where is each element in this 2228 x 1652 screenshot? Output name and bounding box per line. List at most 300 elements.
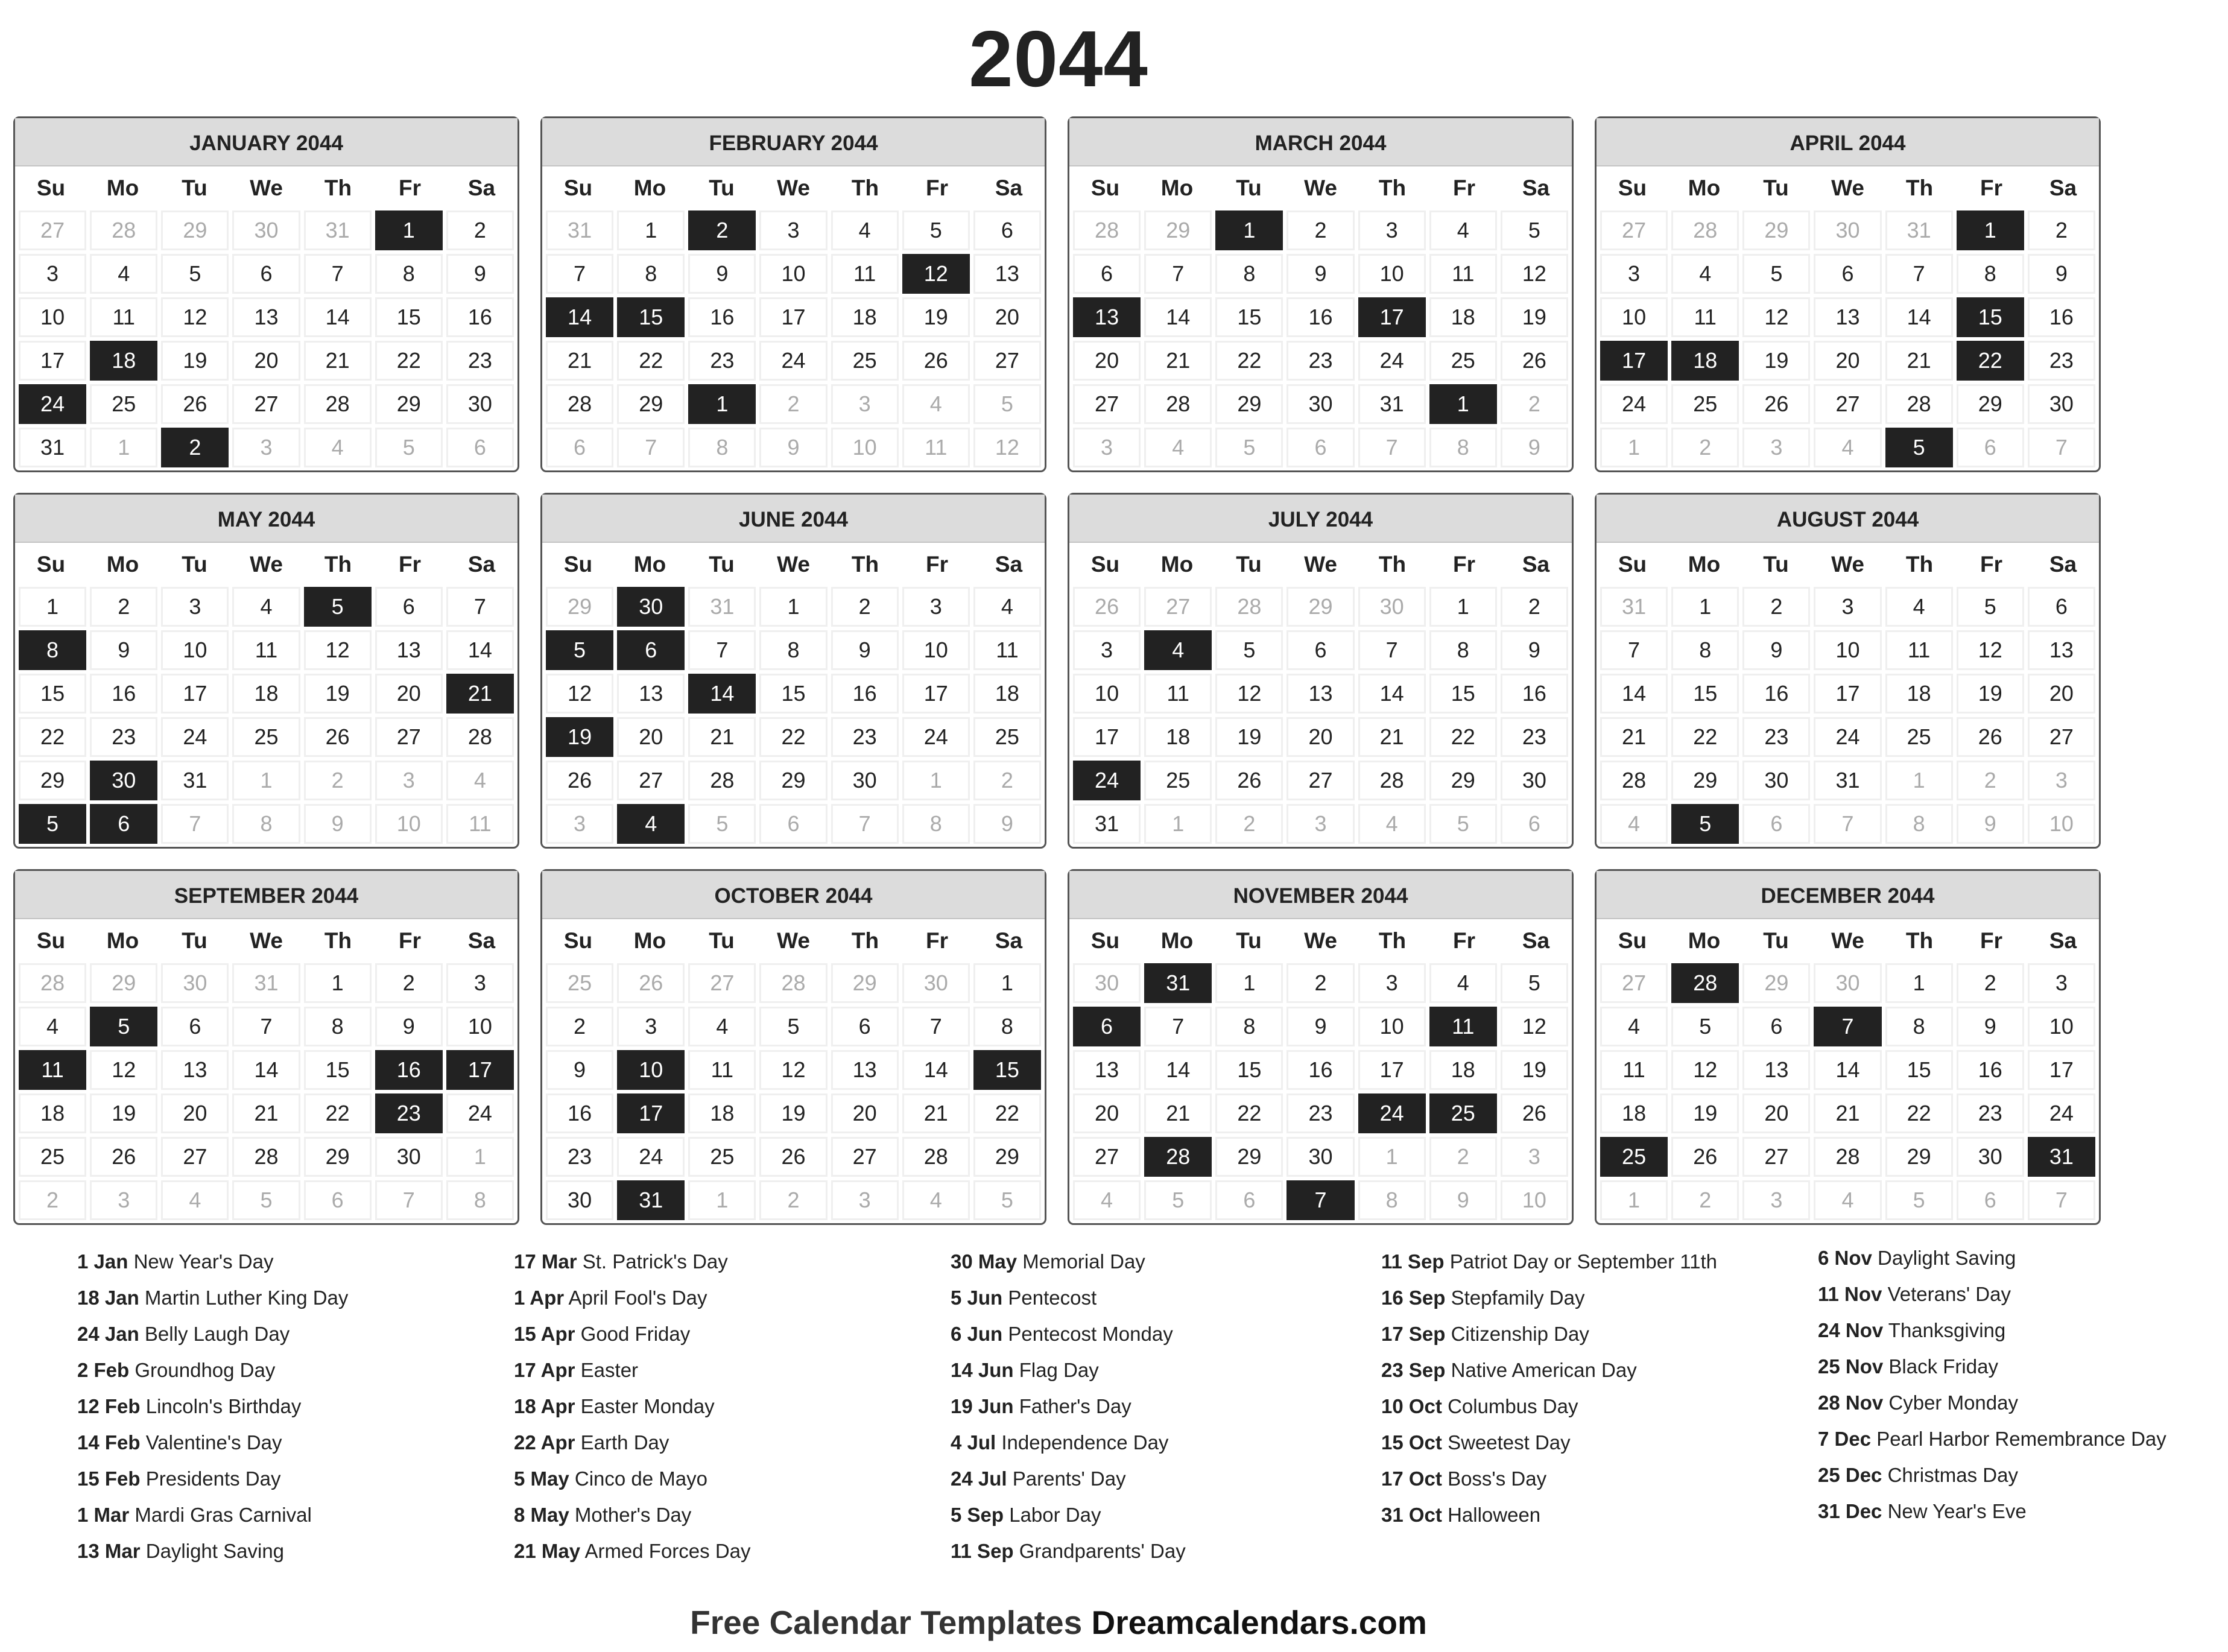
day-cell: 7	[445, 585, 516, 628]
day-cell: 11	[829, 252, 900, 296]
day-cell: 2	[1499, 382, 1570, 426]
day-grid	[1069, 585, 1572, 846]
day-cell-holiday: 30	[615, 585, 686, 628]
holiday-item	[1818, 1245, 2228, 1271]
day-cell: 24	[2026, 1092, 2097, 1135]
day-cell: 25	[544, 961, 615, 1005]
holiday-name: Flag Day	[1019, 1359, 1099, 1381]
holiday-date: 4 Jul	[951, 1431, 996, 1454]
weekday-label: Su	[36, 176, 66, 200]
weekday-label: Su	[563, 552, 593, 577]
day-cell: 24	[1812, 715, 1883, 759]
day-cell: 11	[972, 628, 1043, 672]
month-title: JANUARY 2044	[15, 118, 517, 166]
day-cell: 22	[1428, 715, 1499, 759]
day-cell: 18	[1428, 1048, 1499, 1092]
day-cell: 24	[1356, 339, 1428, 382]
day-cell: 29	[1884, 1135, 1955, 1179]
holiday-date: 10 Oct	[1381, 1395, 1442, 1417]
day-cell: 20	[230, 339, 302, 382]
day-cell: 3	[758, 209, 829, 252]
day-cell: 30	[1499, 759, 1570, 802]
day-cell: 14	[1142, 1048, 1214, 1092]
day-grid	[542, 209, 1045, 469]
month-calendar	[540, 869, 1046, 1225]
day-cell: 22	[1669, 715, 1741, 759]
day-cell: 20	[1071, 1092, 1142, 1135]
day-cell: 18	[17, 1092, 88, 1135]
day-cell: 2	[544, 1005, 615, 1048]
day-cell: 13	[1812, 296, 1883, 339]
day-cell: 23	[1285, 1092, 1356, 1135]
day-cell: 29	[1214, 382, 1285, 426]
holiday-name: New Year's Day	[133, 1250, 274, 1273]
day-cell: 1	[758, 585, 829, 628]
day-cell-holiday: 23	[373, 1092, 445, 1135]
day-cell: 29	[1741, 209, 1812, 252]
holiday-name: Armed Forces Day	[584, 1540, 751, 1562]
day-cell: 10	[2026, 802, 2097, 846]
day-cell: 18	[686, 1092, 758, 1135]
day-cell-holiday: 14	[686, 672, 758, 715]
holiday-item	[514, 1538, 924, 1565]
day-cell: 6	[373, 585, 445, 628]
day-cell: 13	[615, 672, 686, 715]
day-cell-holiday: 28	[1142, 1135, 1214, 1179]
day-cell: 25	[230, 715, 302, 759]
day-cell-holiday: 31	[2026, 1135, 2097, 1179]
holiday-date: 15 Feb	[77, 1467, 141, 1490]
day-cell-holiday: 8	[17, 628, 88, 672]
day-cell: 27	[615, 759, 686, 802]
holiday-name: Halloween	[1448, 1504, 1541, 1526]
day-cell: 5	[1884, 1179, 1955, 1222]
day-cell: 8	[758, 628, 829, 672]
day-cell: 1	[1142, 802, 1214, 846]
day-cell-holiday: 2	[159, 426, 230, 469]
weekday-label: Sa	[1522, 176, 1550, 200]
day-cell: 13	[1285, 672, 1356, 715]
day-cell: 18	[1598, 1092, 1669, 1135]
day-cell: 1	[900, 759, 972, 802]
day-cell-holiday: 24	[17, 382, 88, 426]
day-cell-holiday: 11	[1428, 1005, 1499, 1048]
day-cell: 27	[1812, 382, 1883, 426]
day-cell: 23	[88, 715, 159, 759]
day-cell: 11	[230, 628, 302, 672]
day-cell-holiday: 24	[1356, 1092, 1428, 1135]
day-cell: 2	[2026, 209, 2097, 252]
day-cell: 7	[373, 1179, 445, 1222]
page-title: 2044	[969, 14, 1148, 103]
day-cell: 30	[1071, 961, 1142, 1005]
day-cell: 31	[17, 426, 88, 469]
holiday-name: April Fool's Day	[568, 1286, 707, 1309]
day-cell: 7	[302, 252, 373, 296]
day-cell: 5	[1428, 802, 1499, 846]
holiday-column	[951, 1248, 1361, 1574]
day-cell: 4	[1142, 426, 1214, 469]
holiday-date: 19 Jun	[951, 1395, 1014, 1417]
weekday-label: Su	[1090, 552, 1120, 577]
day-cell-holiday: 1	[1428, 382, 1499, 426]
day-cell: 20	[1812, 339, 1883, 382]
day-cell: 25	[1884, 715, 1955, 759]
holiday-name: New Year's Eve	[1887, 1500, 2027, 1522]
day-cell: 15	[1669, 672, 1741, 715]
weekday-label: Mo	[1160, 176, 1194, 200]
holiday-item	[951, 1502, 1361, 1528]
day-cell-holiday: 17	[1598, 339, 1669, 382]
day-cell: 28	[230, 1135, 302, 1179]
month-title: JULY 2044	[1069, 495, 1572, 543]
day-cell: 2	[1669, 1179, 1741, 1222]
day-cell-holiday: 18	[1669, 339, 1741, 382]
day-cell: 21	[1598, 715, 1669, 759]
day-cell: 10	[373, 802, 445, 846]
day-cell: 31	[1071, 802, 1142, 846]
holiday-name: Cinco de Mayo	[574, 1467, 707, 1490]
day-cell: 19	[1741, 339, 1812, 382]
holiday-item	[1818, 1390, 2228, 1416]
month-title: JUNE 2044	[542, 495, 1045, 543]
day-cell: 27	[2026, 715, 2097, 759]
holiday-name: Memorial Day	[1022, 1250, 1145, 1273]
day-cell: 11	[1142, 672, 1214, 715]
day-cell: 9	[1499, 628, 1570, 672]
day-cell-holiday: 5	[1884, 426, 1955, 469]
holiday-item	[77, 1502, 487, 1528]
weekday-label: Tu	[709, 176, 735, 200]
day-cell: 6	[544, 426, 615, 469]
holiday-name: Stepfamily Day	[1451, 1286, 1585, 1309]
day-cell: 21	[1356, 715, 1428, 759]
day-cell: 6	[1955, 1179, 2026, 1222]
day-cell: 9	[1499, 426, 1570, 469]
day-cell: 29	[373, 382, 445, 426]
weekday-label: Su	[563, 176, 593, 200]
day-cell: 27	[1741, 1135, 1812, 1179]
weekday-label: Th	[851, 928, 879, 953]
weekday-label: Sa	[995, 552, 1023, 577]
day-cell: 4	[900, 382, 972, 426]
day-cell: 21	[1812, 1092, 1883, 1135]
holiday-name: Patriot Day or September 11th	[1449, 1250, 1718, 1273]
weekday-header	[542, 919, 1045, 961]
day-cell: 28	[1884, 382, 1955, 426]
day-cell: 9	[972, 802, 1043, 846]
day-cell: 12	[1499, 252, 1570, 296]
day-cell: 9	[88, 628, 159, 672]
day-cell: 7	[2026, 1179, 2097, 1222]
weekday-label: Su	[563, 928, 593, 953]
day-cell: 26	[544, 759, 615, 802]
holiday-item	[1381, 1357, 1791, 1384]
weekday-label: Sa	[467, 552, 496, 577]
day-cell: 27	[159, 1135, 230, 1179]
weekday-label: Su	[1090, 176, 1120, 200]
holiday-item	[514, 1248, 924, 1275]
day-cell: 9	[829, 628, 900, 672]
weekday-header	[1069, 543, 1572, 585]
weekday-label: Tu	[1236, 176, 1262, 200]
day-cell: 22	[972, 1092, 1043, 1135]
day-cell: 27	[17, 209, 88, 252]
day-cell: 26	[1499, 339, 1570, 382]
day-cell: 5	[1741, 252, 1812, 296]
holiday-date: 8 May	[514, 1504, 569, 1526]
weekday-label: Fr	[926, 928, 948, 953]
day-cell: 11	[1428, 252, 1499, 296]
day-cell: 4	[17, 1005, 88, 1048]
day-cell: 2	[373, 961, 445, 1005]
weekday-label: We	[250, 552, 283, 577]
day-cell: 6	[230, 252, 302, 296]
day-cell: 28	[1669, 209, 1741, 252]
day-cell: 8	[1356, 1179, 1428, 1222]
day-cell: 11	[1884, 628, 1955, 672]
weekday-label: Th	[1905, 176, 1934, 200]
day-cell: 31	[302, 209, 373, 252]
day-cell: 24	[159, 715, 230, 759]
day-cell-holiday: 1	[1214, 209, 1285, 252]
day-cell: 5	[1214, 426, 1285, 469]
weekday-label: Tu	[182, 928, 207, 953]
day-cell: 4	[1071, 1179, 1142, 1222]
day-cell: 11	[1598, 1048, 1669, 1092]
day-cell: 16	[1741, 672, 1812, 715]
day-cell: 19	[900, 296, 972, 339]
day-cell: 4	[302, 426, 373, 469]
day-cell: 13	[1071, 1048, 1142, 1092]
day-cell: 4	[88, 252, 159, 296]
holiday-column	[514, 1248, 924, 1574]
day-cell: 4	[1669, 252, 1741, 296]
day-cell: 6	[758, 802, 829, 846]
weekday-label: Th	[851, 552, 879, 577]
day-cell: 9	[302, 802, 373, 846]
day-cell: 6	[159, 1005, 230, 1048]
day-cell: 11	[686, 1048, 758, 1092]
day-cell-holiday: 1	[686, 382, 758, 426]
day-cell: 21	[544, 339, 615, 382]
day-cell: 8	[972, 1005, 1043, 1048]
holiday-name: Mardi Gras Carnival	[135, 1504, 312, 1526]
holiday-item	[1818, 1462, 2228, 1489]
day-cell: 20	[972, 296, 1043, 339]
holiday-name: Native American Day	[1451, 1359, 1637, 1381]
weekday-label: Su	[1618, 928, 1647, 953]
day-cell: 29	[1428, 759, 1499, 802]
holiday-item	[77, 1321, 487, 1347]
weekday-label: Tu	[182, 552, 207, 577]
month-title: MARCH 2044	[1069, 118, 1572, 166]
month-calendar	[13, 869, 519, 1225]
day-cell: 25	[972, 715, 1043, 759]
day-cell: 29	[1285, 585, 1356, 628]
day-cell: 8	[1884, 802, 1955, 846]
day-cell: 7	[230, 1005, 302, 1048]
month-calendar	[540, 493, 1046, 849]
day-cell: 27	[1598, 209, 1669, 252]
day-cell: 3	[445, 961, 516, 1005]
day-cell: 9	[686, 252, 758, 296]
holiday-date: 11 Nov	[1818, 1283, 1882, 1305]
holiday-name: Christmas Day	[1887, 1464, 2018, 1486]
day-cell: 3	[1499, 1135, 1570, 1179]
day-cell: 6	[1955, 426, 2026, 469]
day-cell: 3	[1356, 961, 1428, 1005]
day-cell: 29	[1955, 382, 2026, 426]
day-cell: 20	[159, 1092, 230, 1135]
day-cell: 8	[1428, 628, 1499, 672]
day-cell: 14	[445, 628, 516, 672]
day-cell: 29	[615, 382, 686, 426]
day-cell: 6	[1812, 252, 1883, 296]
day-cell: 17	[1356, 1048, 1428, 1092]
day-cell: 28	[1142, 382, 1214, 426]
day-cell: 14	[1356, 672, 1428, 715]
day-cell: 12	[1214, 672, 1285, 715]
day-cell: 3	[2026, 961, 2097, 1005]
month-calendar	[1595, 493, 2101, 849]
holiday-date: 25 Nov	[1818, 1355, 1884, 1378]
footer[interactable]	[0, 1601, 2117, 1644]
day-cell: 18	[1884, 672, 1955, 715]
day-cell: 5	[1499, 961, 1570, 1005]
day-cell: 7	[1812, 802, 1883, 846]
day-cell: 28	[445, 715, 516, 759]
day-cell: 17	[1812, 672, 1883, 715]
day-cell-holiday: 31	[1142, 961, 1214, 1005]
weekday-label: Th	[1905, 928, 1934, 953]
day-cell: 10	[1071, 672, 1142, 715]
day-cell-holiday: 5	[88, 1005, 159, 1048]
day-cell: 1	[445, 1135, 516, 1179]
day-cell: 8	[1214, 1005, 1285, 1048]
day-cell: 4	[1428, 209, 1499, 252]
day-cell: 23	[686, 339, 758, 382]
day-cell: 10	[1598, 296, 1669, 339]
day-cell: 22	[302, 1092, 373, 1135]
day-cell: 17	[159, 672, 230, 715]
holiday-item	[1381, 1466, 1791, 1492]
day-cell: 12	[302, 628, 373, 672]
day-cell: 3	[1071, 628, 1142, 672]
holiday-item	[514, 1357, 924, 1384]
holiday-item	[1818, 1281, 2228, 1308]
day-cell: 6	[1741, 802, 1812, 846]
day-cell: 23	[445, 339, 516, 382]
holiday-name: Good Friday	[580, 1323, 691, 1345]
day-cell-holiday: 24	[1071, 759, 1142, 802]
holiday-date: 6 Nov	[1818, 1247, 1872, 1269]
day-cell: 7	[686, 628, 758, 672]
day-cell: 17	[2026, 1048, 2097, 1092]
day-cell: 21	[230, 1092, 302, 1135]
day-grid	[1069, 209, 1572, 469]
day-cell: 29	[1142, 209, 1214, 252]
day-cell: 28	[1071, 209, 1142, 252]
day-cell: 31	[1356, 382, 1428, 426]
day-cell: 21	[1884, 339, 1955, 382]
holiday-item	[77, 1357, 487, 1384]
day-cell: 2	[1428, 1135, 1499, 1179]
day-cell: 21	[900, 1092, 972, 1135]
weekday-header	[15, 919, 517, 961]
holiday-item	[1381, 1248, 1791, 1275]
day-cell: 28	[17, 961, 88, 1005]
day-cell: 22	[1214, 1092, 1285, 1135]
day-cell: 14	[1884, 296, 1955, 339]
holiday-item	[77, 1538, 487, 1565]
day-cell: 8	[686, 426, 758, 469]
holiday-name: Pentecost Monday	[1008, 1323, 1173, 1345]
weekday-label: Tu	[709, 928, 735, 953]
month-title: FEBRUARY 2044	[542, 118, 1045, 166]
holiday-date: 14 Jun	[951, 1359, 1014, 1381]
day-cell: 27	[230, 382, 302, 426]
holiday-date: 5 Jun	[951, 1286, 1003, 1309]
holiday-name: Easter Monday	[580, 1395, 715, 1417]
holiday-item	[1818, 1498, 2228, 1525]
month-title: NOVEMBER 2044	[1069, 871, 1572, 919]
day-cell: 29	[972, 1135, 1043, 1179]
day-cell: 5	[230, 1179, 302, 1222]
holiday-name: Veterans' Day	[1887, 1283, 2011, 1305]
day-cell: 27	[373, 715, 445, 759]
day-cell-holiday: 5	[544, 628, 615, 672]
holiday-list	[0, 1236, 2166, 1574]
day-cell: 12	[159, 296, 230, 339]
weekday-label: Tu	[1236, 552, 1262, 577]
day-cell: 30	[900, 961, 972, 1005]
holiday-date: 22 Apr	[514, 1431, 575, 1454]
day-cell: 9	[2026, 252, 2097, 296]
day-cell: 2	[758, 382, 829, 426]
footer-brand-link[interactable]: Dreamcalendars.com	[1091, 1604, 1427, 1641]
day-cell: 7	[544, 252, 615, 296]
day-cell: 10	[1356, 252, 1428, 296]
holiday-name: Independence Day	[1001, 1431, 1169, 1454]
weekday-label: Su	[36, 552, 66, 577]
day-cell: 10	[2026, 1005, 2097, 1048]
day-cell-holiday: 25	[1428, 1092, 1499, 1135]
month-calendar	[1068, 869, 1574, 1225]
holiday-item	[951, 1538, 1361, 1565]
holiday-name: Boss's Day	[1448, 1467, 1547, 1490]
day-cell: 26	[1955, 715, 2026, 759]
day-cell: 1	[1598, 1179, 1669, 1222]
day-grid	[1597, 585, 2099, 846]
day-cell: 1	[1428, 585, 1499, 628]
holiday-date: 15 Apr	[514, 1323, 575, 1345]
day-cell: 5	[686, 802, 758, 846]
day-cell: 10	[900, 628, 972, 672]
weekday-label: Tu	[1763, 552, 1789, 577]
holiday-name: Daylight Saving	[145, 1540, 285, 1562]
month-calendar	[1595, 116, 2101, 472]
holiday-column	[1381, 1248, 1791, 1538]
day-cell: 4	[1428, 961, 1499, 1005]
day-cell: 31	[1598, 585, 1669, 628]
holiday-name: Mother's Day	[574, 1504, 692, 1526]
month-title: APRIL 2044	[1597, 118, 2099, 166]
weekday-label: Fr	[399, 176, 421, 200]
day-cell: 29	[1214, 1135, 1285, 1179]
day-cell: 30	[445, 382, 516, 426]
day-cell: 10	[1812, 628, 1883, 672]
